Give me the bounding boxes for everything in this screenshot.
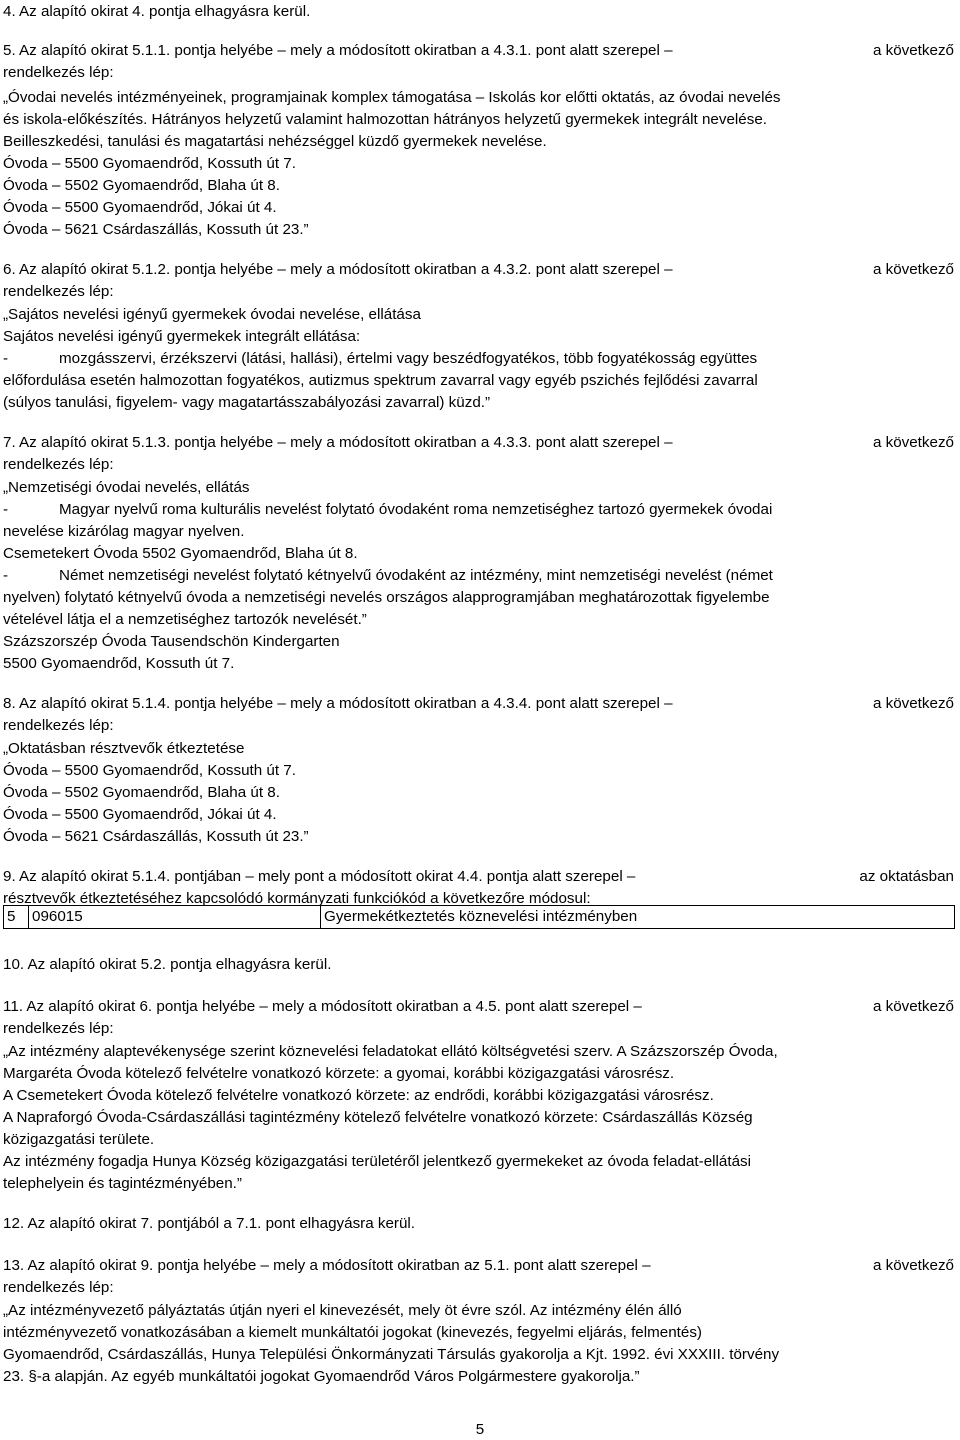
item-6-intro: rendelkezés lép: bbox=[3, 283, 114, 300]
item-11-quote-line: közigazgatási területe. bbox=[3, 1131, 155, 1148]
item-7-quote-line: nyelven) folytató kétnyelvű óvoda a nemzetiségi nevelés országos alapprogramjában meghatározottak figyelembe bbox=[3, 589, 770, 606]
item-11-quote-line: Az intézmény fogadja Hunya Község közigazgatási területéről jelentkező gyermekeket az óvoda feladat-ellátási bbox=[3, 1153, 751, 1170]
item-7-heading: 7. Az alapító okirat 5.1.3. pontja helyébe – mely a módosított okiratban a 4.3.3. pont alatt szerepel – a következő bbox=[3, 434, 954, 451]
item-8-quote-line: „Oktatásban résztvevők étkeztetése bbox=[3, 740, 245, 757]
kindergarten-address: Óvoda – 5621 Csárdaszállás, Kossuth út 23.” bbox=[3, 828, 309, 845]
item-11-quote-line: A Csemetekert Óvoda kötelező felvételre vonatkozó körzete: az endrődi, korábbi közigazgatási városrész. bbox=[3, 1087, 714, 1104]
item-8-intro: rendelkezés lép: bbox=[3, 717, 114, 734]
item-9-heading: 9. Az alapító okirat 5.1.4. pontjában – mely pont a módosított okirat 4.4. pontja alatt szerepel – az oktatásban bbox=[3, 868, 954, 885]
item-11-quote-line: Margaréta Óvoda kötelező felvételre vonatkozó körzete: a gyomai, korábbi közigazgatási városrész. bbox=[3, 1065, 675, 1082]
item-13-quote-line: intézményvezető vonatkozásában a kiemelt munkáltatói jogokat (kinevezés, fegyelmi eljárás, felmentés) bbox=[3, 1324, 702, 1341]
page-number: 5 bbox=[475, 1421, 485, 1438]
kindergarten-address: Óvoda – 5621 Csárdaszállás, Kossuth út 23.” bbox=[3, 221, 309, 238]
item-6-quote-line: „Sajátos nevelési igényű gyermekek óvodai nevelése, ellátása bbox=[3, 306, 421, 323]
kindergarten-address: Óvoda – 5502 Gyomaendrőd, Blaha út 8. bbox=[3, 177, 280, 194]
item-7-quote-line: nevelése kizárólag magyar nyelven. bbox=[3, 523, 245, 540]
item-8-heading: 8. Az alapító okirat 5.1.4. pontja helyébe – mely a módosított okiratban a 4.3.4. pont alatt szerepel – a következő bbox=[3, 695, 954, 712]
function-code-cell: 096015 bbox=[29, 906, 321, 929]
item-13-quote-line: „Az intézményvezető pályáztatás útján nyeri el kinevezését, mely öt évre szól. Az intézmény élén álló bbox=[3, 1302, 682, 1319]
item-5-intro: rendelkezés lép: bbox=[3, 64, 114, 81]
item-12-text: 12. Az alapító okirat 7. pontjából a 7.1. pont elhagyásra kerül. bbox=[3, 1215, 416, 1232]
function-code-table bbox=[3, 905, 955, 929]
kindergarten-address: Óvoda – 5500 Gyomaendrőd, Kossuth út 7. bbox=[3, 155, 296, 172]
item-5-quote-line: Beilleszkedési, tanulási és magatartási nehézséggel küzdő gyermekek nevelése. bbox=[3, 133, 547, 150]
item-11-intro: rendelkezés lép: bbox=[3, 1020, 114, 1037]
item-13-quote-line: 23. §-a alapján. Az egyéb munkáltatói jogokat Gyomaendrőd Város Polgármestere gyakorolja.” bbox=[3, 1368, 640, 1385]
item-5-heading: 5. Az alapító okirat 5.1.1. pontja helyébe – mely a módosított okiratban a 4.3.1. pont alatt szerepel – a következő bbox=[3, 42, 954, 59]
item-7-quote-line: Csemetekert Óvoda 5502 Gyomaendrőd, Blaha út 8. bbox=[3, 545, 358, 562]
item-11-quote-line: „Az intézmény alaptevékenysége szerint köznevelési feladatokat ellátó költségvetési szerv. A Százszorszép Óvoda, bbox=[3, 1043, 778, 1060]
item-11-quote-line: A Napraforgó Óvoda-Csárdaszállási tagintézmény kötelező felvételre vonatkozó körzete: Csárdaszállás Község bbox=[3, 1109, 753, 1126]
row-number-cell: 5 bbox=[4, 906, 29, 929]
item-10-text: 10. Az alapító okirat 5.2. pontja elhagyásra kerül. bbox=[3, 956, 332, 973]
item-7-intro: rendelkezés lép: bbox=[3, 456, 114, 473]
item-5-quote-line: „Óvodai nevelés intézményeinek, programjainak komplex támogatása – Iskolás kor előtti oktatás, az óvodai nevelés bbox=[3, 89, 781, 106]
kindergarten-address: Óvoda – 5500 Gyomaendrőd, Jókai út 4. bbox=[3, 806, 277, 823]
item-7-quote-line: Százszorszép Óvoda Tausendschön Kindergarten bbox=[3, 633, 340, 650]
function-name-cell: Gyermekétkeztetés köznevelési intézményben bbox=[321, 906, 955, 929]
kindergarten-address: Óvoda – 5502 Gyomaendrőd, Blaha út 8. bbox=[3, 784, 280, 801]
item-13-quote-line: Gyomaendrőd, Csárdaszállás, Hunya Települési Önkormányzati Társulás gyakorolja a Kjt. 1992. évi XXXIII. törvény bbox=[3, 1346, 780, 1363]
item-5-quote-line: és iskola-előkészítés. Hátrányos helyzetű valamint halmozottan hátrányos helyzetű gyermekek integrált nevelése. bbox=[3, 111, 767, 128]
item-7-quote-line: 5500 Gyomaendrőd, Kossuth út 7. bbox=[3, 655, 235, 672]
kindergarten-address: Óvoda – 5500 Gyomaendrőd, Jókai út 4. bbox=[3, 199, 277, 216]
kindergarten-address: Óvoda – 5500 Gyomaendrőd, Kossuth út 7. bbox=[3, 762, 296, 779]
item-4-text: 4. Az alapító okirat 4. pontja elhagyásra kerül. bbox=[3, 3, 311, 20]
item-6-quote-line: (súlyos tanulási, figyelem- vagy magatartásszabályozási zavarral) küzd.” bbox=[3, 394, 491, 411]
item-7-quote-line: „Nemzetiségi óvodai nevelés, ellátás bbox=[3, 479, 250, 496]
item-6-quote-line: előfordulása esetén halmozottan fogyatékos, autizmus spektrum zavarral vagy egyéb pszichés fejlődési zavarral bbox=[3, 372, 758, 389]
item-6-heading: 6. Az alapító okirat 5.1.2. pontja helyébe – mely a módosított okiratban a 4.3.2. pont alatt szerepel – a következő bbox=[3, 261, 954, 278]
item-13-heading: 13. Az alapító okirat 9. pontja helyébe – mely a módosított okiratban az 5.1. pont alatt szerepel – a következő bbox=[3, 1257, 954, 1274]
table-row bbox=[4, 906, 955, 929]
item-11-quote-line: telephelyein és tagintézményében.” bbox=[3, 1175, 242, 1192]
item-6-quote-line: Sajátos nevelési igényű gyermekek integrált ellátása: bbox=[3, 328, 361, 345]
item-11-heading: 11. Az alapító okirat 6. pontja helyébe – mely a módosított okiratban a 4.5. pont alatt szerepel – a következő bbox=[3, 998, 954, 1015]
item-7-quote-line: vételével látja el a nemzetiséghez tartozók nevelését.” bbox=[3, 611, 367, 628]
item-13-intro: rendelkezés lép: bbox=[3, 1279, 114, 1296]
item-9-intro: résztvevők étkeztetéséhez kapcsolódó kormányzati funkciókód a következőre módosul: bbox=[3, 890, 591, 907]
